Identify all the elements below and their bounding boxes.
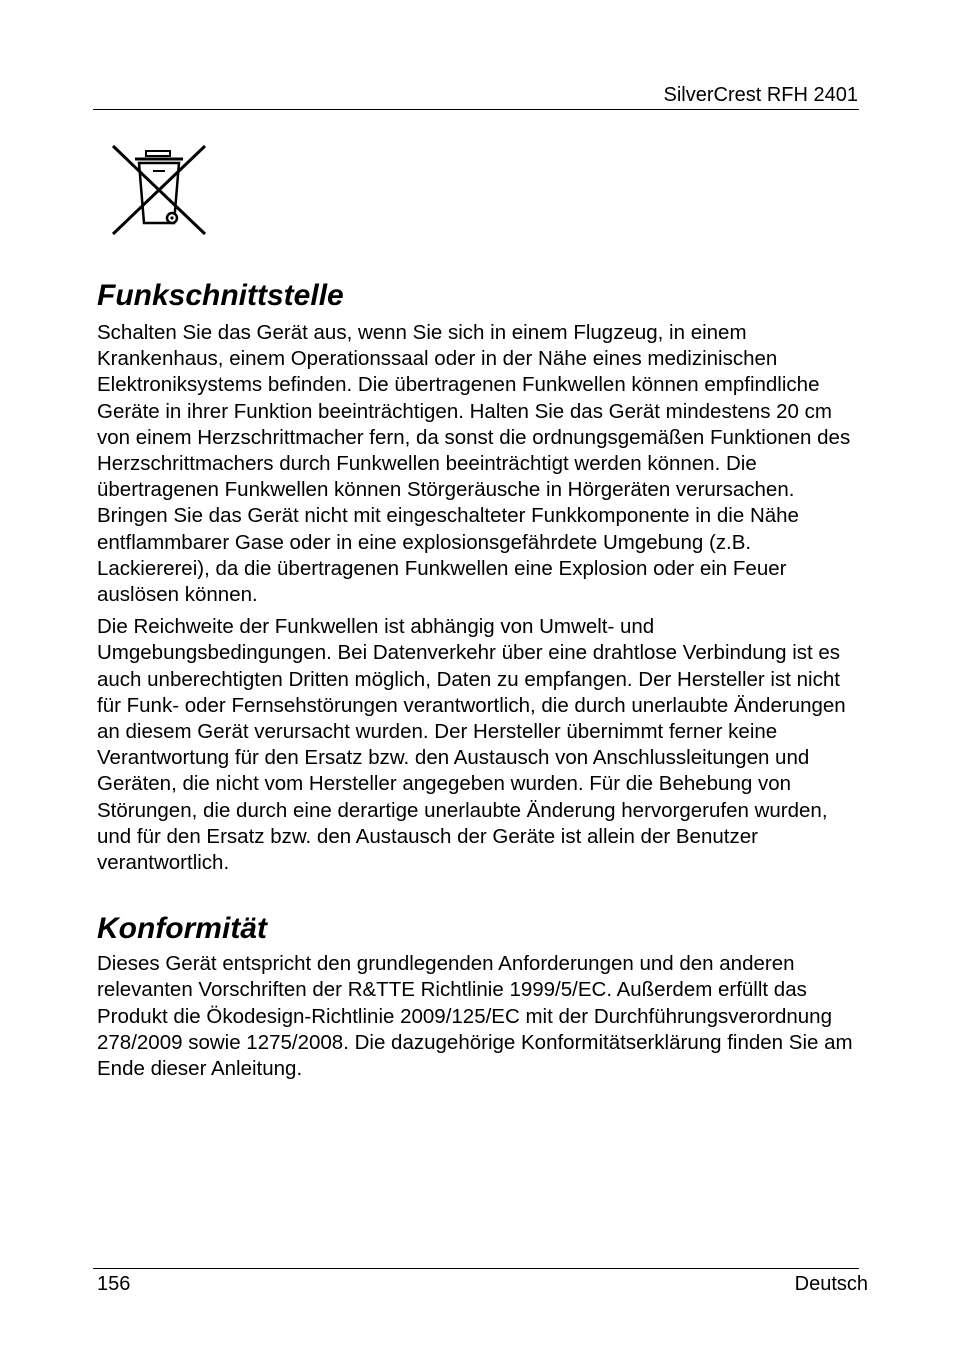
- paragraph-funk-range: Die Reichweite der Funkwellen ist abhängig von Umwelt- und Umgebungsbedingungen. Bei Datenverkehr über eine drahtlose Verbindung ist es auch unberechtigten Dritten möglich, Daten zu empfangen. Der Hersteller ist nicht für Funk- oder Fernsehstörungen verantwortlich, die durch unerlaubte Änderungen an diesem Gerät verursacht wurden. Der Hersteller übernimmt ferner keine Verantwortung für den Ersatz bzw. den Austausch von Anschlussleitungen und Geräten, die nicht vom Hersteller angegeben wurden. Für die Behebung von Störungen, die durch eine derartige unerlaubte Änderung hervorgerufen wurden, und für den Ersatz bzw. den Austausch der Geräte ist allein der Benutzer verantwortlich.: [97, 615, 846, 875]
- footer-divider: [93, 1268, 859, 1269]
- paragraph-funk-safety: Schalten Sie das Gerät aus, wenn Sie sich in einem Flugzeug, in einem Krankenhaus, einem Operationssaal oder in der Nähe eines medizinischen Elektroniksystems befinden. Die übertragenen Funkwellen können empfindliche Geräte in ihrer Funktion beeinträchtigen. Halten Sie das Gerät mindestens 20 cm von einem Herzschrittmacher fern, da sonst die ordnungsgemäßen Funktionen des Herzschrittmachers durch Funkwellen beeinträchtigt werden können. Die übertragenen Funkwellen können Störgeräusche in Hörgeräten verursachen. Bringen Sie das Gerät nicht mit eingeschalteter Funkkomponente in die Nähe entflammbarer Gase oder in eine explosionsgefährdete Umgebung (z.B. Lackiererei), da die übertragenen Funkwellen eine Explosion oder ein Feuer auslösen können.: [97, 321, 851, 607]
- main-content: [97, 276, 867, 1082]
- header-product-name: SilverCrest RFH 2401: [663, 84, 858, 106]
- crossed-out-wheelie-bin-icon: [109, 143, 209, 237]
- paragraph-konformitaet: Dieses Gerät entspricht den grundlegenden Anforderungen und den anderen relevanten Vorschriften der R&TTE Richtlinie 1999/5/EC. Außerdem erfüllt das Produkt die Ökodesign-Richtlinie 2009/125/EC mit der Durchführungsverordnung 278/2009 sowie 1275/2008. Die dazugehörige Konformitätserklärung finden Sie am Ende dieser Anleitung.: [97, 952, 853, 1081]
- page-number: 156: [97, 1273, 131, 1295]
- header-divider: [93, 109, 859, 110]
- section-title-funkschnittstelle: Funkschnittstelle: [97, 279, 344, 312]
- footer-language: Deutsch: [794, 1273, 868, 1295]
- section-title-konformitaet: Konformität: [97, 912, 267, 946]
